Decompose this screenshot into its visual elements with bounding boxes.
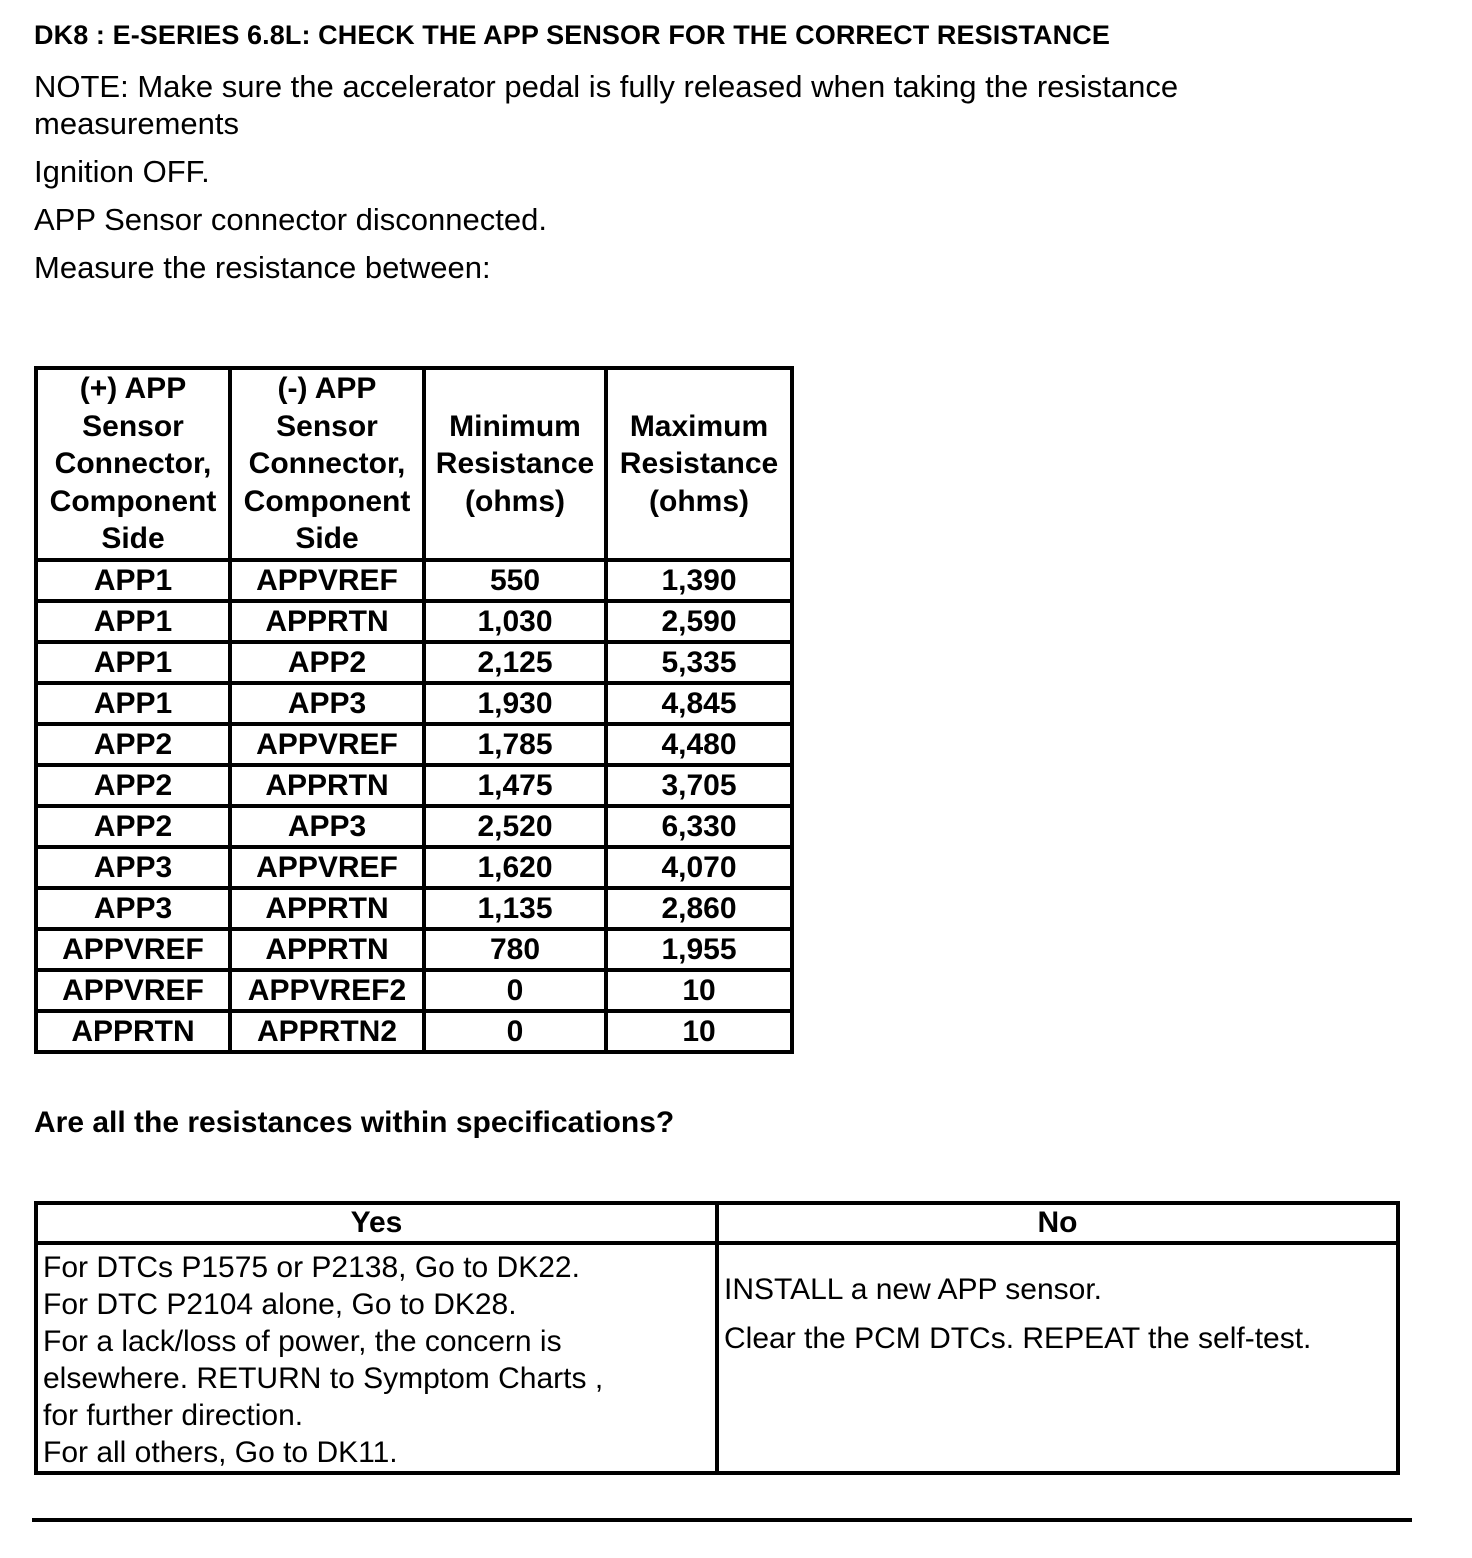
note-paragraph (34, 68, 1178, 142)
yes-action-line: For a lack/loss of power, the concern is (43, 1325, 562, 1358)
positive-pin-cell: APP3 (36, 847, 230, 888)
negative-pin-cell: APPRTN (230, 929, 424, 970)
positive-pin-cell: APP1 (36, 601, 230, 642)
table-row (36, 970, 792, 1011)
min-resistance-cell: 1,620 (424, 847, 606, 888)
positive-pin-cell: APP1 (36, 642, 230, 683)
min-resistance-cell: 1,930 (424, 683, 606, 724)
min-resistance-cell: 1,785 (424, 724, 606, 765)
yes-action-cell (36, 1243, 717, 1473)
min-resistance-cell: 0 (424, 970, 606, 1011)
min-resistance-cell: 1,475 (424, 765, 606, 806)
max-resistance-cell: 4,070 (606, 847, 792, 888)
table-row (36, 683, 792, 724)
table-row (36, 601, 792, 642)
negative-pin-cell: APPRTN (230, 765, 424, 806)
table-row (36, 642, 792, 683)
min-resistance-cell: 2,520 (424, 806, 606, 847)
table-row (36, 806, 792, 847)
min-resistance-cell: 2,125 (424, 642, 606, 683)
max-resistance-cell: 4,845 (606, 683, 792, 724)
header-minimum-resistance: Minimum Resistance (ohms) (424, 368, 606, 560)
header-positive-connector: (+) APP Sensor Connector, Component Side (36, 368, 230, 560)
yes-action-line: elsewhere. RETURN to Symptom Charts , (43, 1362, 604, 1395)
max-resistance-cell: 10 (606, 1011, 792, 1052)
positive-pin-cell: APPRTN (36, 1011, 230, 1052)
positive-pin-cell: APP1 (36, 560, 230, 601)
max-resistance-cell: 2,860 (606, 888, 792, 929)
ignition-instruction: Ignition OFF. (34, 154, 210, 189)
no-action-cell (717, 1243, 1398, 1473)
positive-pin-cell: APP2 (36, 765, 230, 806)
max-resistance-cell: 1,955 (606, 929, 792, 970)
negative-pin-cell: APPVREF (230, 724, 424, 765)
max-resistance-cell: 2,590 (606, 601, 792, 642)
connector-instruction: APP Sensor connector disconnected. (34, 202, 547, 237)
table-row (36, 765, 792, 806)
min-resistance-cell: 0 (424, 1011, 606, 1052)
table-row (36, 888, 792, 929)
resistance-table-header-row (36, 368, 792, 560)
no-action-line: INSTALL a new APP sensor. (724, 1273, 1102, 1306)
specification-question: Are all the resistances within specifications? (34, 1106, 675, 1139)
positive-pin-cell: APP3 (36, 888, 230, 929)
table-row (36, 929, 792, 970)
min-resistance-cell: 780 (424, 929, 606, 970)
bottom-divider (32, 1518, 1412, 1522)
no-action-line: Clear the PCM DTCs. REPEAT the self-test. (724, 1322, 1312, 1355)
max-resistance-cell: 1,390 (606, 560, 792, 601)
negative-pin-cell: APPVREF2 (230, 970, 424, 1011)
table-row (36, 1011, 792, 1052)
positive-pin-cell: APP2 (36, 806, 230, 847)
positive-pin-cell: APPVREF (36, 970, 230, 1011)
note-line: measurements (34, 106, 240, 141)
yes-header: Yes (36, 1203, 717, 1243)
positive-pin-cell: APP1 (36, 683, 230, 724)
positive-pin-cell: APP2 (36, 724, 230, 765)
yes-action-line: For DTCs P1575 or P2138, Go to DK22. (43, 1251, 580, 1284)
negative-pin-cell: APPRTN (230, 601, 424, 642)
max-resistance-cell: 4,480 (606, 724, 792, 765)
decision-body-row (36, 1243, 1398, 1473)
min-resistance-cell: 1,030 (424, 601, 606, 642)
page-title: DK8 : E-SERIES 6.8L: CHECK THE APP SENSOR FOR THE CORRECT RESISTANCE (34, 20, 1110, 50)
table-row (36, 724, 792, 765)
yes-action-line: For DTC P2104 alone, Go to DK28. (43, 1288, 517, 1321)
min-resistance-cell: 550 (424, 560, 606, 601)
max-resistance-cell: 6,330 (606, 806, 792, 847)
yes-action-line: for further direction. (43, 1399, 304, 1432)
table-row (36, 847, 792, 888)
negative-pin-cell: APP3 (230, 806, 424, 847)
header-negative-connector: (-) APP Sensor Connector, Component Side (230, 368, 424, 560)
measure-instruction: Measure the resistance between: (34, 250, 491, 285)
header-maximum-resistance: Maximum Resistance (ohms) (606, 368, 792, 560)
negative-pin-cell: APPRTN (230, 888, 424, 929)
resistance-table (34, 366, 794, 1054)
min-resistance-cell: 1,135 (424, 888, 606, 929)
negative-pin-cell: APPRTN2 (230, 1011, 424, 1052)
yes-action-line: For all others, Go to DK11. (43, 1436, 398, 1469)
negative-pin-cell: APPVREF (230, 847, 424, 888)
max-resistance-cell: 10 (606, 970, 792, 1011)
max-resistance-cell: 3,705 (606, 765, 792, 806)
negative-pin-cell: APP2 (230, 642, 424, 683)
positive-pin-cell: APPVREF (36, 929, 230, 970)
negative-pin-cell: APP3 (230, 683, 424, 724)
max-resistance-cell: 5,335 (606, 642, 792, 683)
table-row (36, 560, 792, 601)
note-line: NOTE: Make sure the accelerator pedal is fully released when taking the resistance (34, 69, 1179, 104)
no-header: No (717, 1203, 1398, 1243)
decision-header-row (36, 1203, 1398, 1243)
decision-table (34, 1201, 1400, 1475)
negative-pin-cell: APPVREF (230, 560, 424, 601)
